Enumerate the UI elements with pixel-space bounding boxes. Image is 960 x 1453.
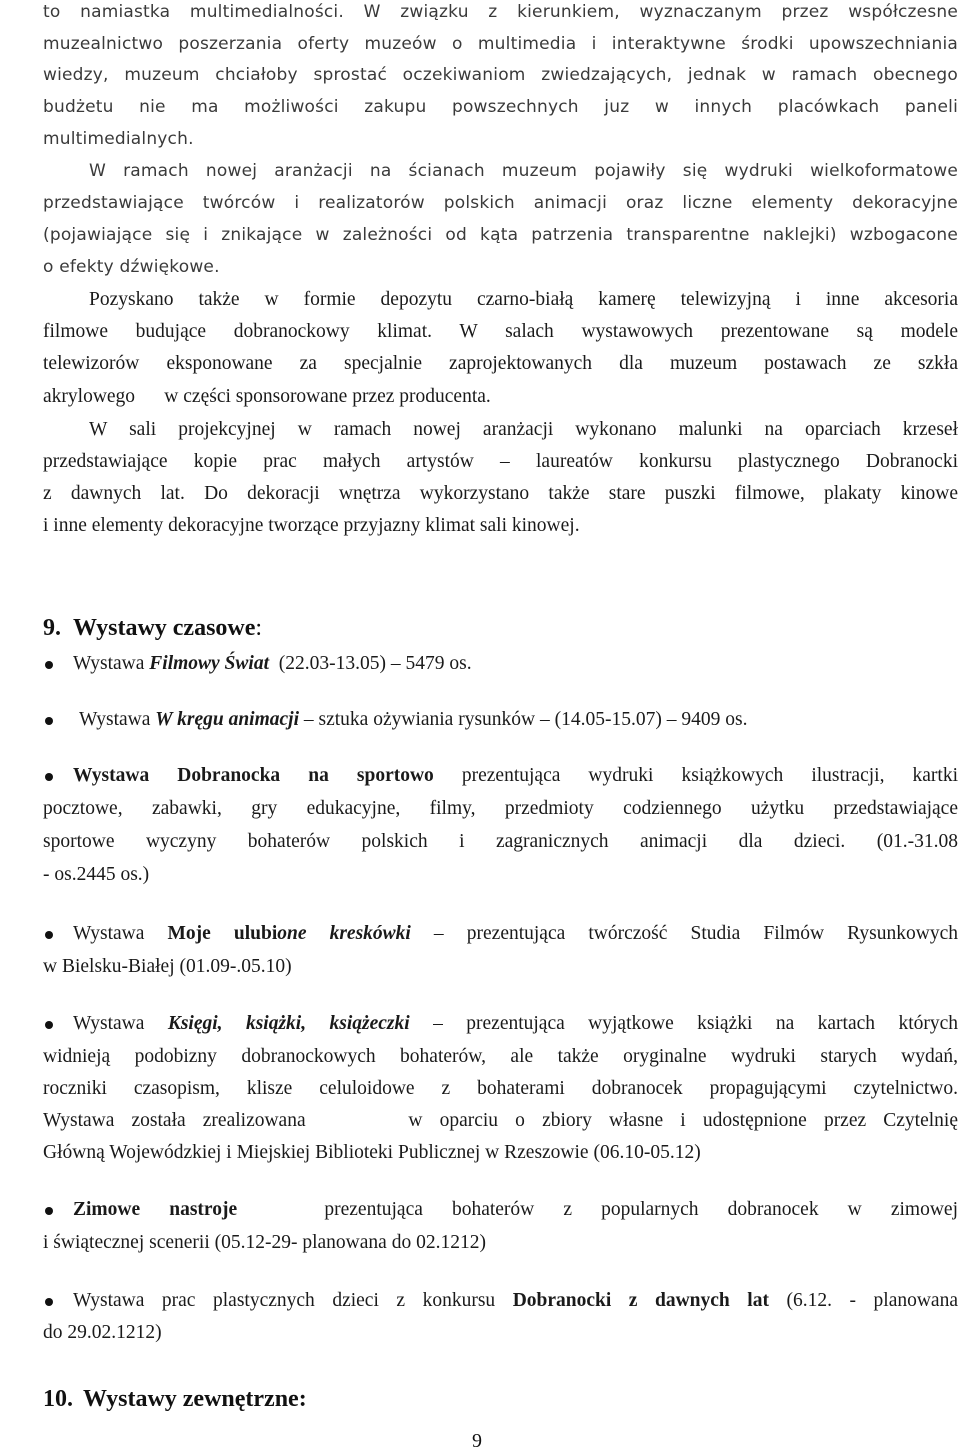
list-item: Wystawa Księgi, książki, książeczki – prezentująca wyjątkowe książki na kartach których bbox=[73, 1013, 959, 1034]
paragraph-line: akrylowego w części sponsorowane przez producenta. bbox=[43, 386, 491, 407]
list-item-line: w Bielsku-Białej (01.09-.05.10) bbox=[43, 956, 292, 977]
bullet-icon bbox=[45, 1298, 53, 1306]
bullet-icon bbox=[45, 1207, 53, 1215]
list-item: Zimowe nastroje prezentująca bohaterów z popularnych dobranocek w zimowej bbox=[73, 1199, 958, 1220]
paragraph-line: W sali projekcyjnej w ramach nowej aranżacji wykonano malunki na oparciach krzeseł bbox=[89, 419, 958, 440]
paragraph-line: telewizorów eksponowane za specjalnie zaprojektowanych dla muzeum postawach ze szkła bbox=[43, 353, 958, 374]
list-item-line: i świątecznej scenerii (05.12-29- planowana do 02.1212) bbox=[43, 1232, 486, 1253]
paragraph-line: przedstawiające kopie prac małych artystów – laureatów konkursu plastycznego Dobranocki bbox=[43, 451, 958, 472]
list-item-line: roczniki czasopism, klisze celuloidowe z bohaterami dobranocek propagującymi czytelnictwo. bbox=[43, 1078, 958, 1099]
list-item-line: Główną Wojewódzkiej i Miejskiej Biblioteki Publicznej w Rzeszowie (06.10-05.12) bbox=[43, 1142, 701, 1163]
paragraph-line: muzealnictwo poszerzania oferty muzeów o multimedia i interaktywne środki upowszechniania bbox=[43, 34, 958, 54]
paragraph-line: filmowe budujące dobranockowy klimat. W salach wystawowych prezentowane są modele bbox=[43, 321, 958, 342]
list-item: Wystawa prac plastycznych dzieci z konkursu Dobranocki z dawnych lat (6.12. - planowana bbox=[73, 1290, 958, 1311]
paragraph-line: multimedialnych. bbox=[43, 129, 194, 149]
paragraph-line: przedstawiające twórców i realizatorów polskich animacji oraz liczne elementy dekoracyjne bbox=[43, 193, 958, 213]
section-number: 9. bbox=[43, 615, 61, 641]
section-number: 10. bbox=[43, 1386, 73, 1412]
bullet-icon bbox=[45, 931, 53, 939]
page-number: 9 bbox=[472, 1430, 482, 1452]
list-item-line: Wystawa została zrealizowana w oparciu o zbiory własne i udostępnione przez Czytelnię bbox=[43, 1110, 958, 1131]
section-title: Wystawy czasowe bbox=[73, 615, 256, 641]
paragraph-line: Pozyskano także w formie depozytu czarno-białą kamerę telewizyjną i inne akcesoria bbox=[89, 289, 958, 310]
list-item: Wystawa Filmowy Świat (22.03-13.05) – 5479 os. bbox=[73, 653, 472, 674]
bullet-icon bbox=[45, 661, 53, 669]
list-item: Wystawa W kręgu animacji – sztuka ożywiania rysunków – (14.05-15.07) – 9409 os. bbox=[79, 709, 748, 730]
list-item-line: do 29.02.1212) bbox=[43, 1322, 162, 1343]
paragraph-line: i inne elementy dekoracyjne tworzące przyjazny klimat sali kinowej. bbox=[43, 515, 580, 536]
paragraph-line: W ramach nowej aranżacji na ścianach muzeum pojawiły się wydruki wielkoformatowe bbox=[89, 161, 958, 181]
section-heading: 9. Wystawy czasowe: bbox=[43, 615, 263, 641]
bullet-icon bbox=[45, 1021, 53, 1029]
list-item: Wystawa Dobranocka na sportowo prezentująca wydruki książkowych ilustracji, kartki bbox=[73, 765, 958, 786]
list-item-line: sportowe wyczyny bohaterów polskich i zagranicznych animacji dla dzieci. (01.-31.08 bbox=[43, 831, 958, 852]
section-title: Wystawy zewnętrzne: bbox=[83, 1386, 307, 1412]
paragraph-line: o efekty dźwiękowe. bbox=[43, 257, 220, 277]
paragraph-line: wiedzy, muzeum chciałoby sprostać oczekiwaniom zwiedzających, jednak w ramach obecnego bbox=[43, 65, 958, 85]
paragraph-line: budżetu nie ma możliwości zakupu powszechnych juz w innych placówkach paneli bbox=[43, 97, 958, 117]
list-item-line: - os.2445 os.) bbox=[43, 864, 150, 885]
paragraph-line: to namiastka multimedialności. W związku z kierunkiem, wyznaczanym przez współczesne bbox=[43, 2, 959, 22]
paragraph-line: z dawnych lat. Do dekoracji wnętrza wykorzystano także stare puszki filmowe, plakaty kinowe bbox=[43, 483, 958, 504]
list-item: Wystawa Moje ulubione kreskówki – prezentująca twórczość Studia Filmów Rysunkowych bbox=[73, 923, 958, 944]
section-heading bbox=[43, 1386, 307, 1413]
bullet-icon bbox=[45, 717, 53, 725]
paragraph-line: (pojawiające się i znikające w zależności od kąta patrzenia transparentne naklejki) wzbogacone bbox=[43, 225, 958, 245]
bullet-icon bbox=[45, 773, 53, 781]
list-item-line: widnieją podobizny dobranockowych bohaterów, ale także oryginalne wydruki starych wydań, bbox=[43, 1046, 958, 1067]
list-item-line: pocztowe, zabawki, gry edukacyjne, filmy, przedmioty codziennego użytku przedstawiające bbox=[43, 798, 958, 819]
